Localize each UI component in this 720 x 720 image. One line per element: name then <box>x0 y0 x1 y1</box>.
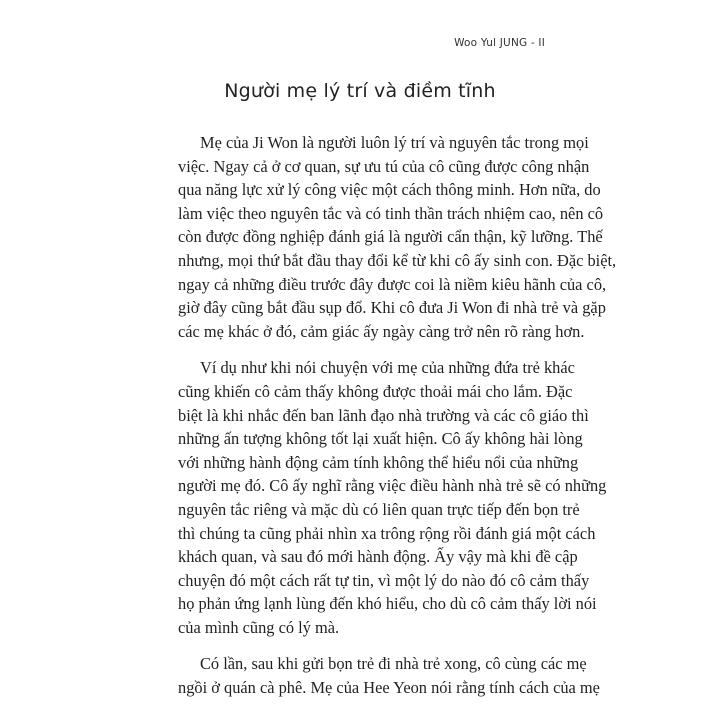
text-line: làm việc theo nguyên tắc và có tinh thần trách nhiệm cao, nên cô <box>178 203 604 223</box>
text-line: ngay cả những điều trước đây được coi là niềm kiêu hãnh của cô, <box>178 274 607 294</box>
text-line: họ phản ứng lạnh lùng đến khó hiểu, cho dù cô cảm thấy lời nói <box>178 594 597 614</box>
text-line: ngồi ở quán cà phê. Mẹ của Hee Yeon nói rằng tính cách của mẹ <box>178 678 600 698</box>
text-line: Mẹ của Ji Won là người luôn lý trí và nguyên tắc trong mọi <box>200 133 589 152</box>
chapter-title: Người mẹ lý trí và điềm tĩnh <box>224 80 496 102</box>
text-line: nhưng, mọi thứ bắt đầu thay đổi kể từ khi cô ấy sinh con. Đặc biệt, <box>178 250 617 270</box>
text-line: với những hành động cảm tính không thể hiểu nổi của những <box>178 452 579 472</box>
paragraph <box>178 652 600 699</box>
text-line: các mẹ khác ở đó, cảm giác ấy ngày càng trở nên rõ ràng hơn. <box>178 321 585 341</box>
text-line: biệt là khi nhắc đến ban lãnh đạo nhà trường và các cô giáo thì <box>178 405 589 425</box>
text-line: qua năng lực xử lý công việc một cách thông minh. Hơn nữa, do <box>178 180 601 200</box>
body-text <box>178 131 617 713</box>
text-line: việc. Ngay cả ở cơ quan, sự ưu tú của cô cũng được công nhận <box>178 156 590 176</box>
text-line: chuyện đó một cách rất tự tin, vì một lý do nào đó cô cảm thấy <box>178 570 590 590</box>
text-line: người mẹ đó. Cô ấy nghĩ rằng việc điều hành nhà trẻ sẽ có những <box>178 476 607 496</box>
text-line: khách quan, và sau đó mới hành động. Ấy vậy mà khi đề cập <box>178 547 578 567</box>
paragraph <box>178 131 617 343</box>
text-line: còn được đồng nghiệp đánh giá là người cẩn thận, kỹ lưỡng. Thế <box>178 227 603 247</box>
text-line: những ấn tượng không tốt lại xuất hiện. Cô ấy không hài lòng <box>178 429 583 449</box>
paragraph <box>178 356 607 639</box>
running-head: Woo Yul JUNG - II <box>454 37 545 49</box>
text-line: cũng khiến cô cảm thấy không được thoải mái cho lắm. Đặc <box>178 381 573 401</box>
text-line: Ví dụ như khi nói chuyện với mẹ của những đứa trẻ khác <box>200 358 575 378</box>
text-line: nguyên tắc riêng và mặc dù có liên quan trực tiếp đến bọn trẻ <box>178 499 580 519</box>
text-line: thì chúng ta cũng phải nhìn xa trông rộng rồi đánh giá một cách <box>178 523 596 543</box>
text-line: của mình cũng có lý mà. <box>178 617 340 637</box>
text-line: giờ đây cũng bắt đầu sụp đổ. Khi cô đưa Ji Won đi nhà trẻ và gặp <box>178 298 606 318</box>
text-line: Có lần, sau khi gửi bọn trẻ đi nhà trẻ xong, cô cùng các mẹ <box>200 654 587 674</box>
